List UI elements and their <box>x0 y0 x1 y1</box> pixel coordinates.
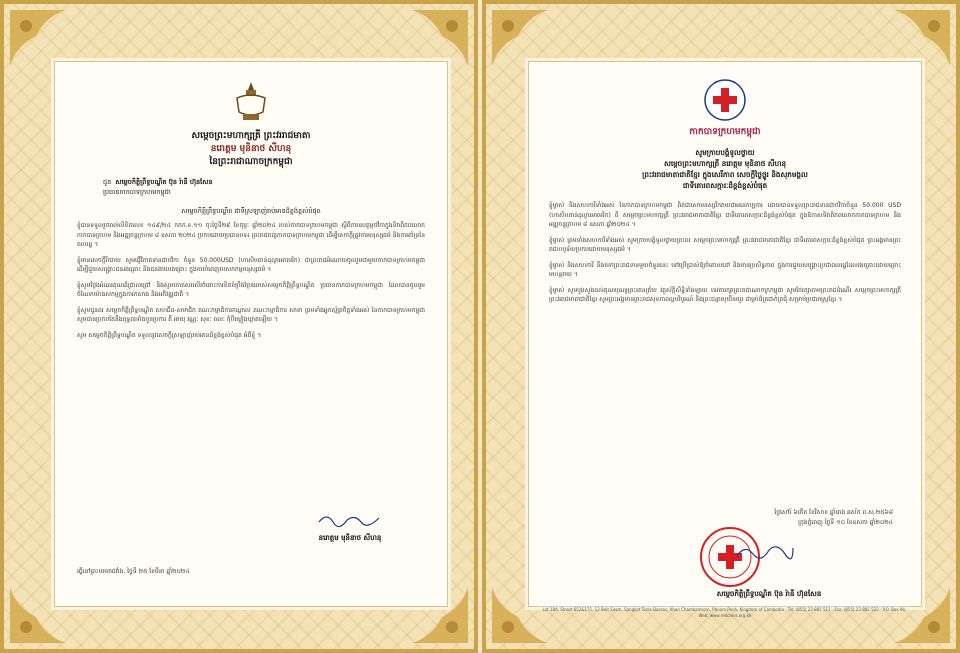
royal-crest-icon <box>231 80 271 124</box>
subtitle-line: ព្រះវររាជមាតាជាតិខ្មែរ ក្នុងសេរីភាព សេចក្តីថ្លៃថ្នូរ និងសុភមង្គល <box>642 170 808 179</box>
subtitle-line: សម្តេចព្រះមហាក្សត្រី នរោត្តម មុនិនាថ សីហនុ <box>663 159 787 168</box>
header-line: នរោត្តម មុនិនាថ សីហនុ <box>210 144 292 154</box>
red-cross-logo-icon <box>703 78 747 122</box>
subtitle-line: សូមក្រាបបង្គំទូលថ្វាយ <box>695 148 755 157</box>
recipient-name: សម្តេចកិត្តិព្រឹទ្ធបណ្ឌិត ប៊ុន រ៉ានី ហ៊ុនសែន <box>115 178 213 186</box>
recipient-title: ប្រធានកាកបាទក្រហមកម្ពុជា <box>103 188 171 196</box>
letter-paragraph: ខ្ញុំម្ចាស់ និងសហការីទាំងអស់ នៃកាកបាទក្រហមកម្ពុជា ពិតជាសោមនស្សរីករាយជាអនេកប្បការ ដោយបានទទួលព្រះរាជទានជាថវិកាចំនួន 50.000 USD (ហាសិបពាន់ដុល្លារអាមេរិក) ពី សម្តេចព្រះមហាក្សត្រី ព្រះវររាជមាតាជាតិខ្មែរ ជាទីគោរពសក្ការៈដ៏ខ្ពង់ខ្ពស់បំផុត ក្នុងឱកាសទិវាពិភពលោកកាកបាទក្រហម និងអឌ្ឍចន្ទក្រហម ៨ ឧសភា ឆ្នាំ២០២៤ ។ <box>549 202 901 228</box>
header-line: សម្តេចព្រះមហាក្សត្រី ព្រះវររាជមាតា <box>191 131 311 141</box>
letter-paragraph: សូម សម្តេចកិត្តិព្រឹទ្ធបណ្ឌិត ទទួលនូវសេចក្តីស្រឡាញ់រាប់អានដ៏ខ្ពង់ខ្ពស់បំផុត អំពីខ្ញុំ ។ <box>77 331 262 339</box>
lunar-date: ថ្ងៃសៅរ៍ ៦កើត ខែវិសាខ ឆ្នាំរោង ឆស័ក ព.ស.២៥៦៨ <box>774 509 893 516</box>
right-certificate-frame <box>482 0 960 653</box>
letter-paragraph: ខ្ញុំបានទទួលរួចរាល់លិខិតលេខ ១៤៩/២៤ កកក.ទ.១១ ចុះថ្ងៃទី២៩ ខែកុម្ភៈ ឆ្នាំ២០២៤ របស់កាកបាទក្រហមកម្ពុជា ស្តីពីការឧបត្ថម្ភថវិកាក្នុងទិវាពិភពលោកកាកបាទក្រហម និងអឌ្ឍចន្ទក្រហម ៨ ឧសភា ២០២៤ ប្រកបដោយប្រធានបទ៖ ព្រះរាជរាជ្យកាកបាទក្រហមកម្ពុជា ដើម្បីសេចក្តីត្រូវការមនុស្សធម៌ និងការគាំទ្រនៃពលរដ្ឋ ។ <box>77 222 425 248</box>
letter-paragraph: ខ្ញុំម្ចាស់ ព្រមទាំងសហការីទាំងអស់ សូមក្រាបបង្គំទូលថ្វាយព្រះពរ សម្តេចព្រះមហាក្សត្រី ព្រះវររាជមាតាជាតិខ្មែរ ជាទីគោរពសក្ការៈដ៏ខ្ពង់ខ្ពស់បំផុត ព្រះអង្គមានព្រះរាជហឫទ័យប្រកបដោយមនុស្សធម៌ ។ <box>549 236 901 253</box>
letter-paragraph: ខ្ញុំសូមជូនពរ សម្តេចកិត្តិព្រឹទ្ធបណ្ឌិត សហជីព-សមាជិក គណៈកម្មាធិការកណ្តាល គណៈកម្មាធិការ សាខា ព្រមទាំងអ្នកស្ម័គ្រចិត្តទាំងអស់ នៃកាកបាទក្រហមកម្ពុជា សូមបានប្រកបតែនឹងពុទ្ធពរទាំងបួនប្រការ គឺ អាយុ វណ្ណៈ សុខៈ ពលៈ កុំបីឃ្លៀងឃ្លាតឡើយ ។ <box>77 306 425 323</box>
dateline: ធ្វើនៅព្រះបរមរាជវាំង, ថ្ងៃទី ២៥ ខែមីនា ឆ្នាំ២០២៤ <box>77 568 190 575</box>
letter-subtitle <box>549 147 901 191</box>
royal-letter <box>54 61 448 607</box>
solar-date: ក្រុងភ្នំពេញ ថ្ងៃទី ១០ ខែឧសភា ឆ្នាំ២០២៤ <box>798 519 893 526</box>
signer-name: នរោត្តម មុនិនាថ សីហនុ <box>318 534 382 542</box>
handwritten-signature <box>735 540 795 562</box>
letter-paragraph: ខ្ញុំម្ចាស់ និងសហការី នឹងយកព្រះរាជទានមួយចំនួននេះ ទៅប្រើប្រាស់ឱ្យចំគោលដៅ និងមានប្រសិទ្ធភាព ក្នុងការជួយសង្គ្រោះប្រជាពលរដ្ឋដែលរងគ្រោះដោយគ្រោះមហន្តរាយ ។ <box>549 261 901 278</box>
letter-paragraph: ខ្ញុំម្ចាស់ សូមបួងសួងដល់គុណបុណ្យព្រះរតនត្រ័យ វត្ថុស័ក្តិសិទ្ធិទាំងឡាយ ទេវតារក្សាព្រះរាជាណាចក្រកម្ពុជា សូមថែរក្សាតាមព្រះរាជដំណើរ សម្តេចព្រះមហាក្សត្រី ព្រះវររាជមាតាជាតិខ្មែរ សូមព្រះអង្គមានព្រះរាជសុខភាពល្អបរិបូរណ៍ និងព្រះជន្មាយុយឺនយូរ ជាម្លប់ដ៏ត្រជាក់ត្រជុំ សម្រាប់ប្រជារាស្ត្រខ្មែរ ។ <box>549 286 901 303</box>
letter-paragraph: ខ្ញុំសូមថ្លែងអំណរគុណដ៏ជ្រាលជ្រៅ និងសូមកោតសរសើរចំពោះការខិតខំប្រឹងប្រែងរបស់សម្តេចកិត្តិព្រឹទ្ធបណ្ឌិត ប្រធានកាកបាទក្រហមកម្ពុជា ដែលបានចូលរួមចំណែកយ៉ាងសកម្មក្នុងការកសាង និងអភិវឌ្ឍជាតិ ។ <box>77 281 425 298</box>
recipient <box>103 177 425 197</box>
subtitle-line: ជាទីគោរពសក្ការៈដ៏ខ្ពង់ខ្ពស់បំផុត <box>682 181 768 190</box>
handwritten-signature <box>315 510 385 528</box>
recipient-label: ជូន <box>103 178 112 186</box>
letter-header <box>77 130 425 169</box>
header-line: នៃព្រះរាជាណាចក្រកម្ពុជា <box>209 157 293 167</box>
salutation: សម្តេចកិត្តិព្រឹទ្ធបណ្ឌិត ជាទីស្រឡាញ់រាប់អានដ៏ខ្ពង់ខ្ពស់បំផុត <box>181 207 321 215</box>
letter-paragraph: ខ្ញុំមានសេចក្តីរីករាយ សូមផ្ញើវិភាគទានជាថវិកា ចំនួន 50.000USD (ហាសិបពាន់ដុល្លារអាមេរិក) ជាព្រះរាជអំណោយចូលរួមជាមួយកាកបាទក្រហមកម្ពុជា ដើម្បីជួយសង្គ្រោះជនរងគ្រោះ និងជនងាយរងគ្រោះ ក្នុងការបំពេញបេសកកម្មមនុស្សធម៌ ។ <box>77 256 425 273</box>
date-block <box>774 508 893 528</box>
red-cross-letter <box>528 61 922 618</box>
left-certificate-frame <box>0 0 478 653</box>
org-title: កាកបាទក្រហមកម្ពុជា <box>689 127 761 137</box>
signature-block <box>275 510 425 544</box>
letter-footer: Lot 18A, Street 652&171, 12 Beit Seam, Sangkat Tonle Bassac, Khan Chamkarmorn, Phnom Penh, Kingdom of Cambodia · Tel: (855) 23 881 511 · Fax: (855) 23 881 522 · P.O. Box 94 · Web: www.redcross.org.kh <box>539 606 911 619</box>
signer-name: សម្តេចកិត្តិព្រឹទ្ធបណ្ឌិត ប៊ុន រ៉ានី ហ៊ុនសែន <box>716 590 822 598</box>
